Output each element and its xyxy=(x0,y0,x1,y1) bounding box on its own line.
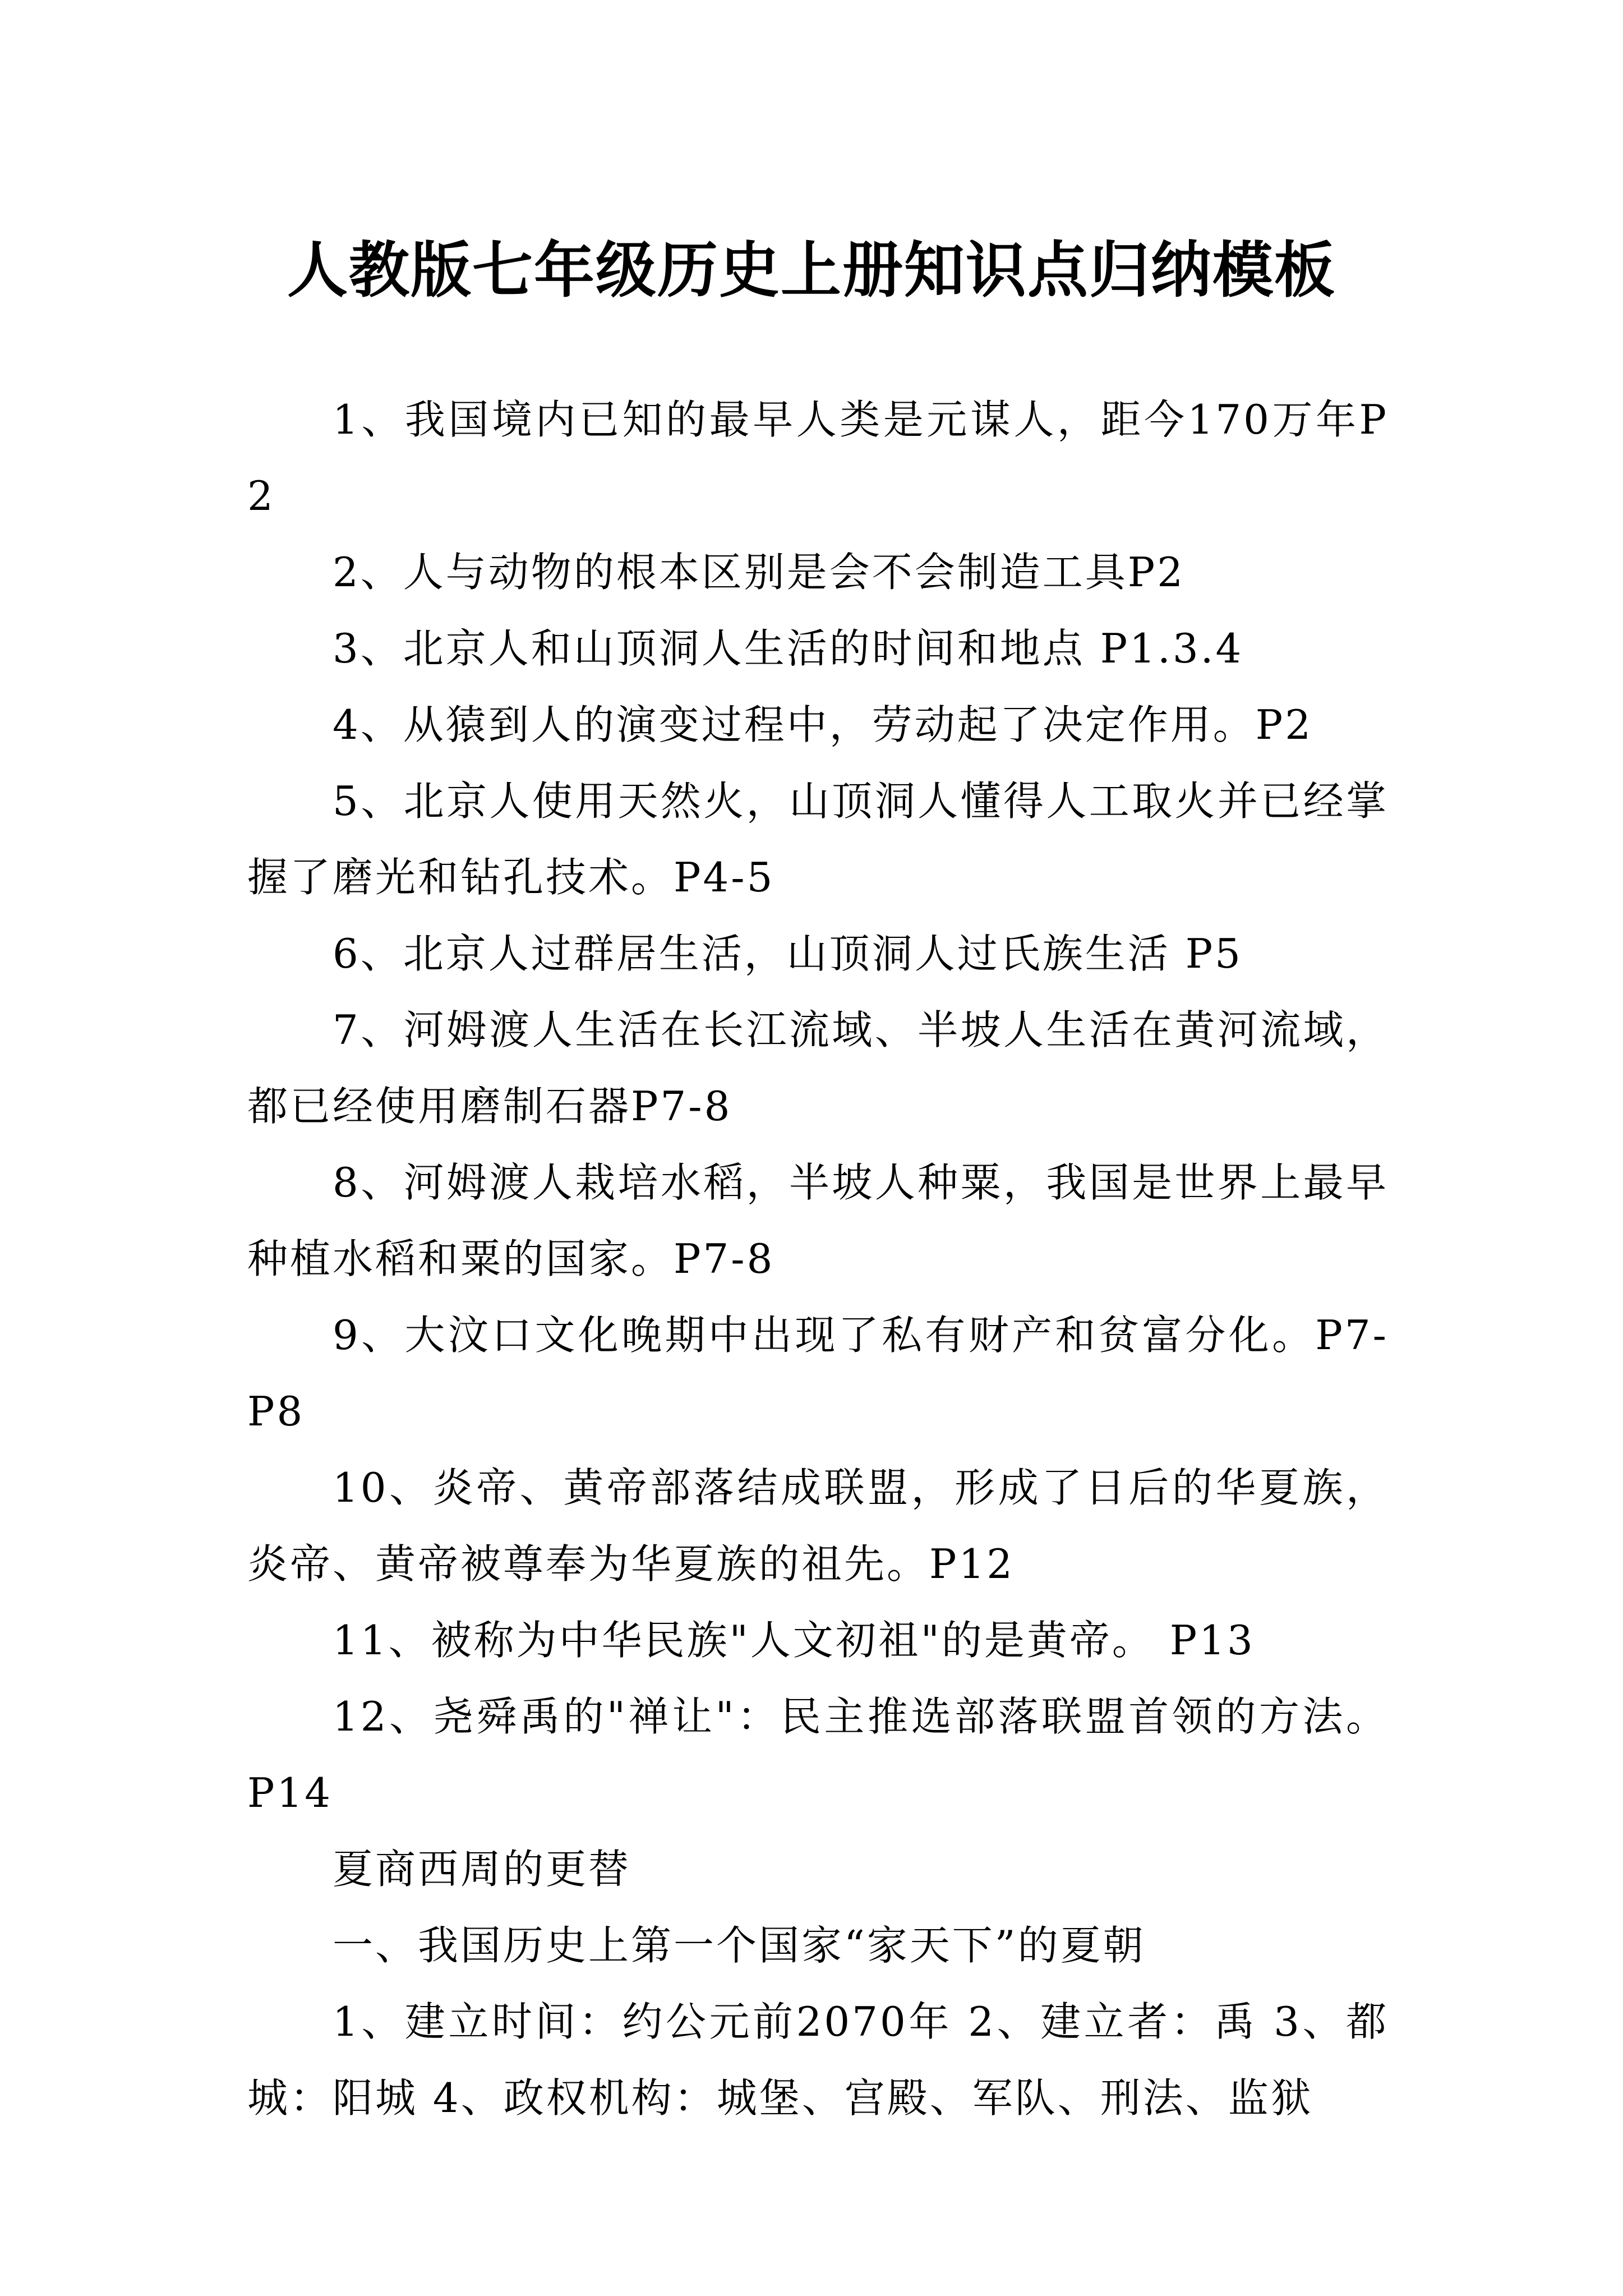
paragraph-11: 11、被称为中华民族"人文初祖"的是黄帝。 P13 xyxy=(333,1617,1255,1664)
paragraph-4: 4、从猿到人的演变过程中，劳动起了决定作用。P2 xyxy=(333,701,1313,748)
paragraph-1: 1、我国境内已知的最早人类是元谋人，距今170万年P2 xyxy=(247,396,1389,519)
paragraph-10: 10、炎帝、黄帝部落结成联盟，形成了日后的华夏族，炎帝、黄帝被尊奉为华夏族的祖先。P12 xyxy=(247,1464,1389,1588)
paragraph-6: 6、北京人过群居生活，山顶洞人过氏族生活 P5 xyxy=(333,930,1243,977)
paragraph-2: 2、人与动物的根本区别是会不会制造工具P2 xyxy=(333,549,1186,596)
paragraph-5: 5、北京人使用天然火，山顶洞人懂得人工取火并已经掌握了磨光和钻孔技术。P4-5 xyxy=(247,777,1389,901)
section-heading-xia-shang-zhou: 夏商西周的更替 xyxy=(333,1846,631,1893)
document-body xyxy=(247,381,1389,2136)
paragraph-12: 12、尧舜禹的"禅让"：民主推选部落联盟首领的方法。P14 xyxy=(247,1693,1389,1816)
subsection-heading-xia-dynasty: 一、我国历史上第一个国家“家天下”的夏朝 xyxy=(333,1922,1146,1969)
paragraph-8: 8、河姆渡人栽培水稻，半坡人种粟，我国是世界上最早种植水稻和粟的国家。P7-8 xyxy=(247,1159,1389,1282)
document-title: 人教版七年级历史上册知识点归纳模板 xyxy=(287,235,1336,306)
paragraph-9: 9、大汶口文化晚期中出现了私有财产和贫富分化。P7-P8 xyxy=(247,1312,1389,1435)
paragraph-3: 3、北京人和山顶洞人生活的时间和地点 P1.3.4 xyxy=(333,625,1244,672)
paragraph-xia-details: 1、建立时间：约公元前2070年 2、建立者：禹 3、都城：阳城 4、政权机构：城堡、宫殿、军队、刑法、监狱 xyxy=(247,1998,1389,2122)
paragraph-7: 7、河姆渡人生活在长江流域、半坡人生活在黄河流域，都已经使用磨制石器P7-8 xyxy=(247,1006,1389,1130)
